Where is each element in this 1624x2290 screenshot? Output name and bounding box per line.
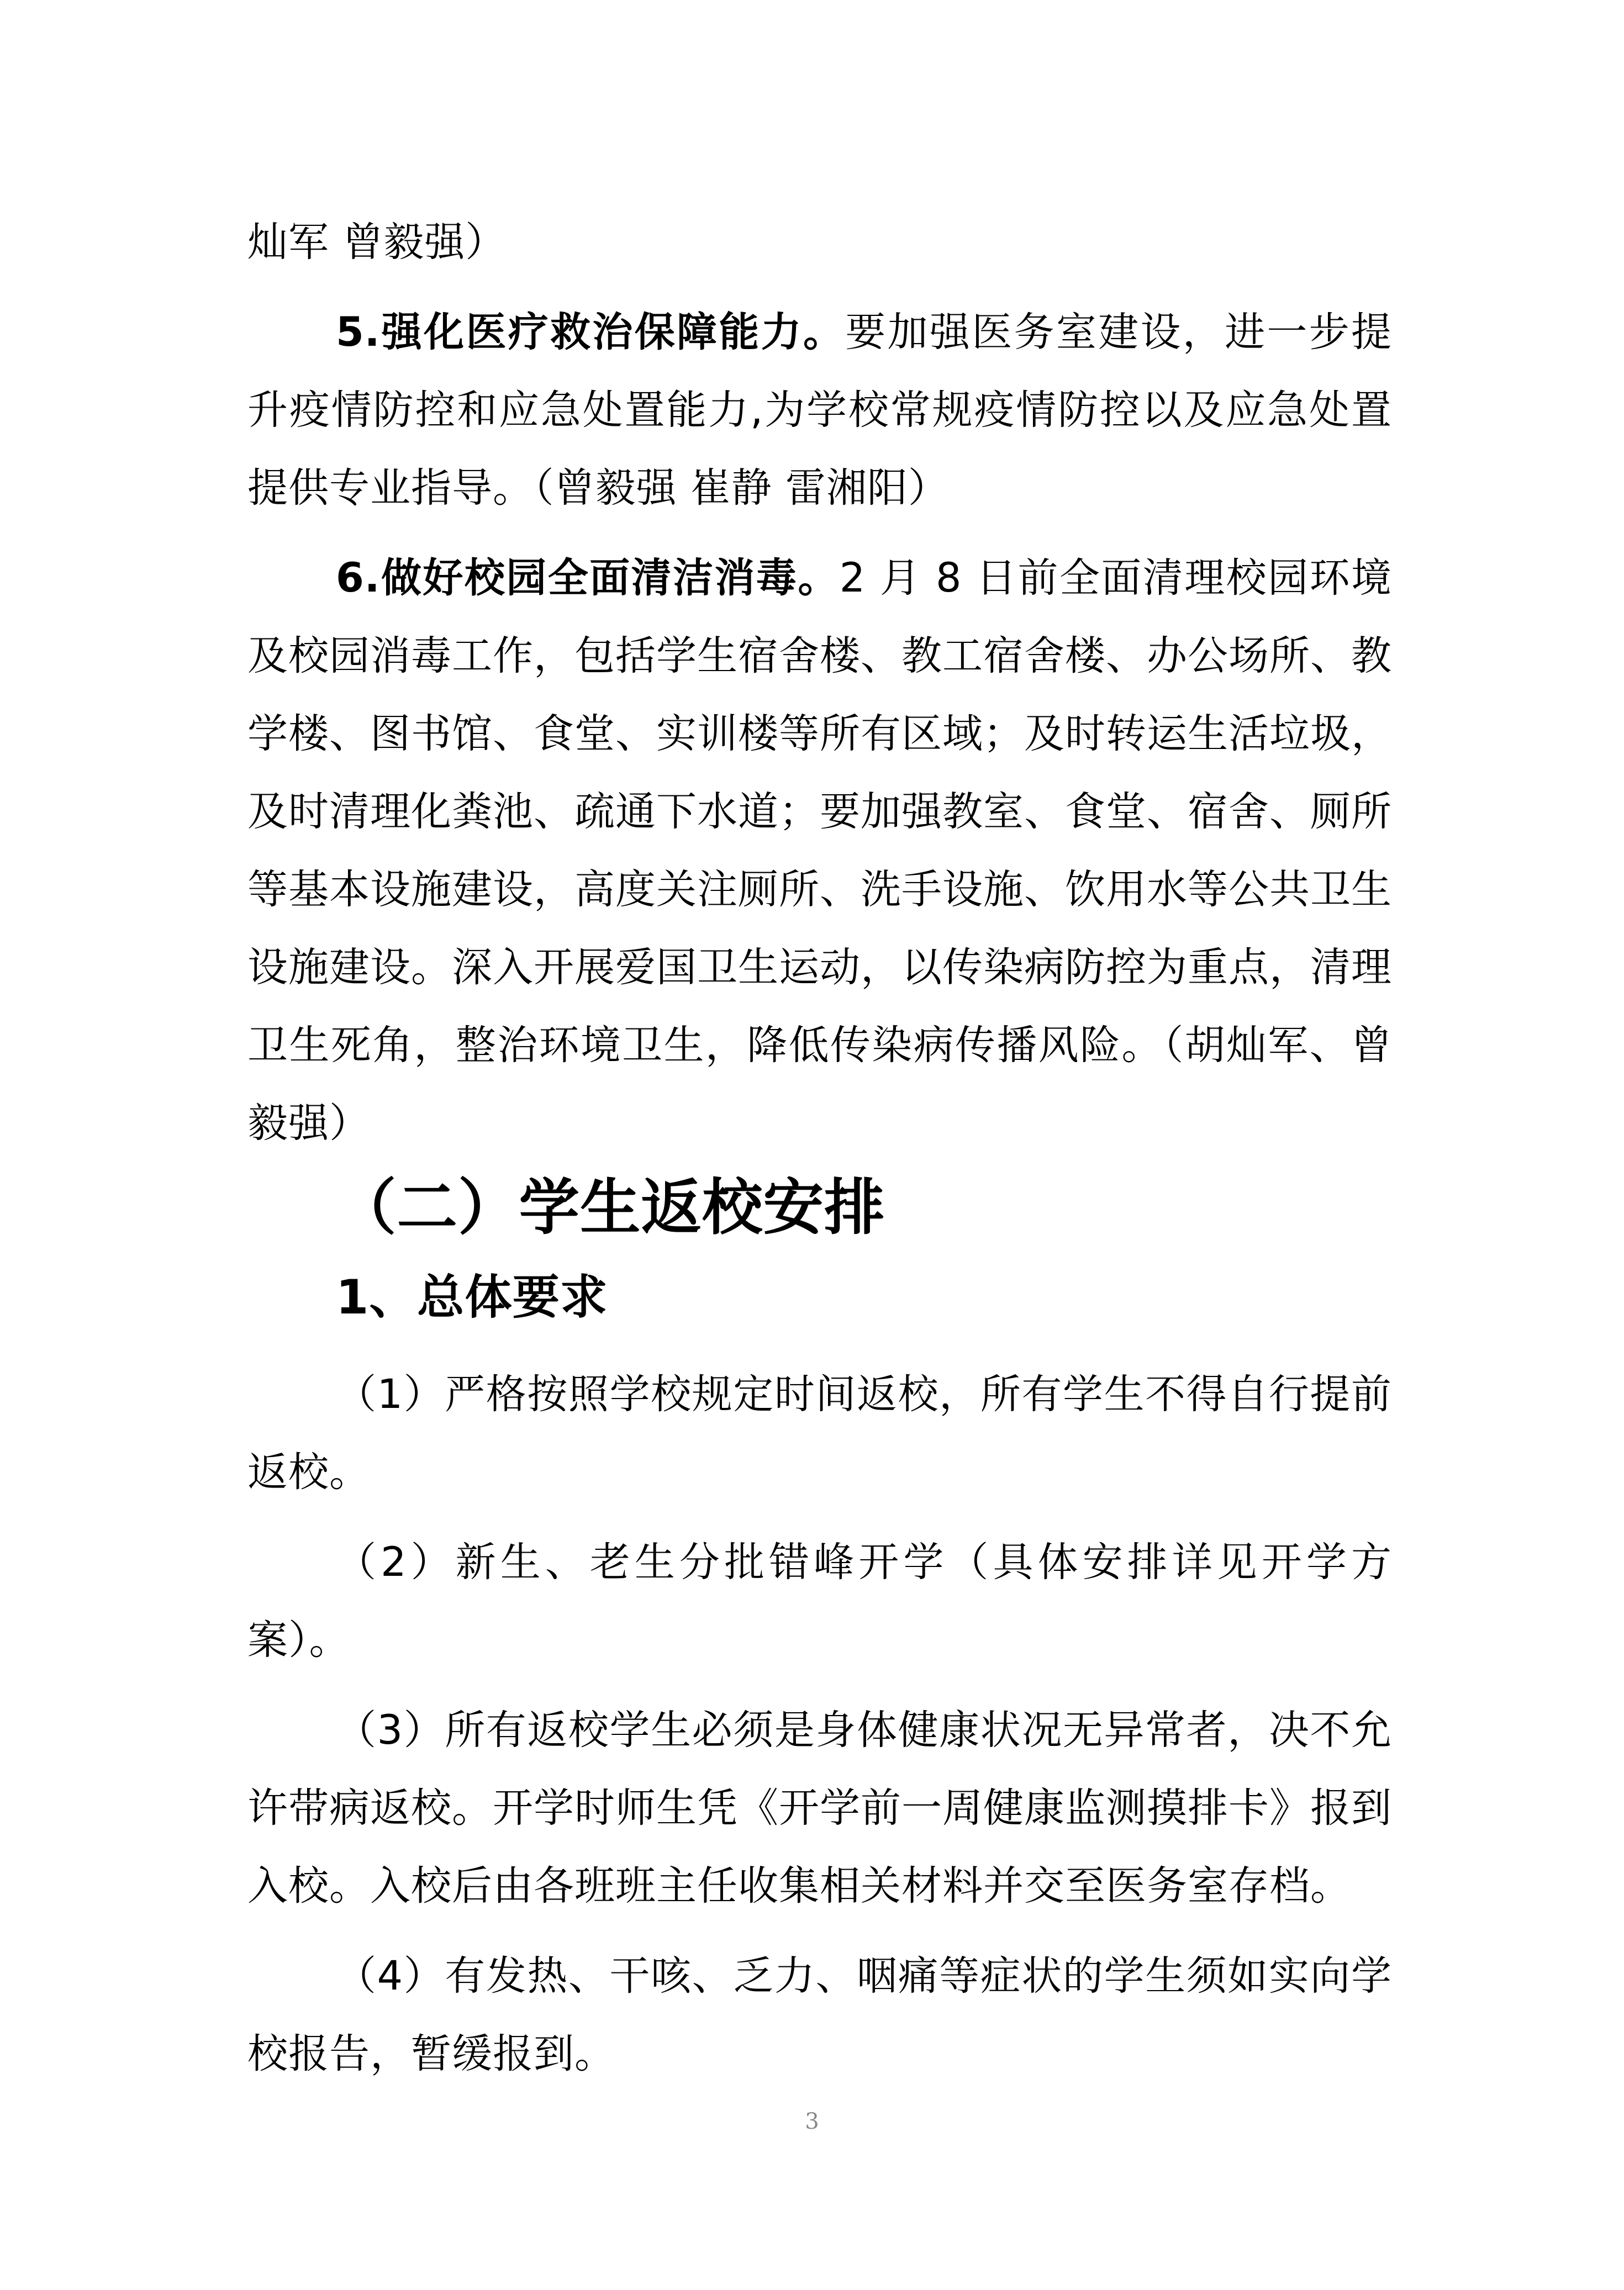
paragraph-lead: 6.做好校园全面清洁消毒。 bbox=[336, 555, 840, 601]
list-item bbox=[247, 1355, 1392, 1511]
list-item bbox=[247, 1691, 1392, 1925]
section-heading: （二）学生返校安排 bbox=[336, 1172, 885, 1243]
list-item bbox=[247, 1523, 1392, 1679]
subsection-heading: 1、总体要求 bbox=[336, 1270, 608, 1325]
paragraph-item-5 bbox=[247, 293, 1392, 527]
page-number: 3 bbox=[805, 2109, 819, 2134]
paragraph-text: 2 月 8 日前全面清理校园环境及校园消毒工作，包括学生宿舍楼、教工宿舍楼、办公场所、教学楼、图书馆、食堂、实训楼等所有区域；及时转运生活垃圾，及时清理化粪池、疏通下水道；要加强教室、食堂、宿舍、厕所等基本设施建设，高度关注厕所、洗手设施、饮用水等公共卫生设施建设。深入开展爱国卫生运动，以传染病防控为重点，清理卫生死角，整治环境卫生，降低传染病传播风险。（胡灿军、曾毅强） bbox=[247, 555, 1392, 1147]
paragraph-continuation bbox=[247, 203, 1392, 281]
list-item-text: （4）有发热、干咳、乏力、咽痛等症状的学生须如实向学校报告，暂缓报到。 bbox=[247, 1953, 1392, 2077]
document-body bbox=[247, 203, 1392, 2093]
list-item-text: （1）严格按照学校规定时间返校，所有学生不得自行提前返校。 bbox=[247, 1371, 1392, 1496]
paragraph-text: 要加强医务室建设，进一步提升疫情防控和应急处置能力,为学校常规疫情防控以及应急处置提供专业指导。（曾毅强 崔静 雷湘阳） bbox=[247, 309, 1392, 511]
list-item bbox=[247, 1937, 1392, 2093]
paragraph-item-6 bbox=[247, 539, 1392, 1162]
paragraph-text: 灿军 曾毅强） bbox=[247, 219, 507, 266]
list-item-text: （2）新生、老生分批错峰开学（具体安排详见开学方案）。 bbox=[247, 1539, 1392, 1664]
list-item-text: （3）所有返校学生必须是身体健康状况无异常者，决不允许带病返校。开学时师生凭《开学前一周健康监测摸排卡》报到入校。入校后由各班班主任收集相关材料并交至医务室存档。 bbox=[247, 1707, 1392, 1909]
paragraph-lead: 5.强化医疗救治保障能力。 bbox=[336, 309, 846, 356]
